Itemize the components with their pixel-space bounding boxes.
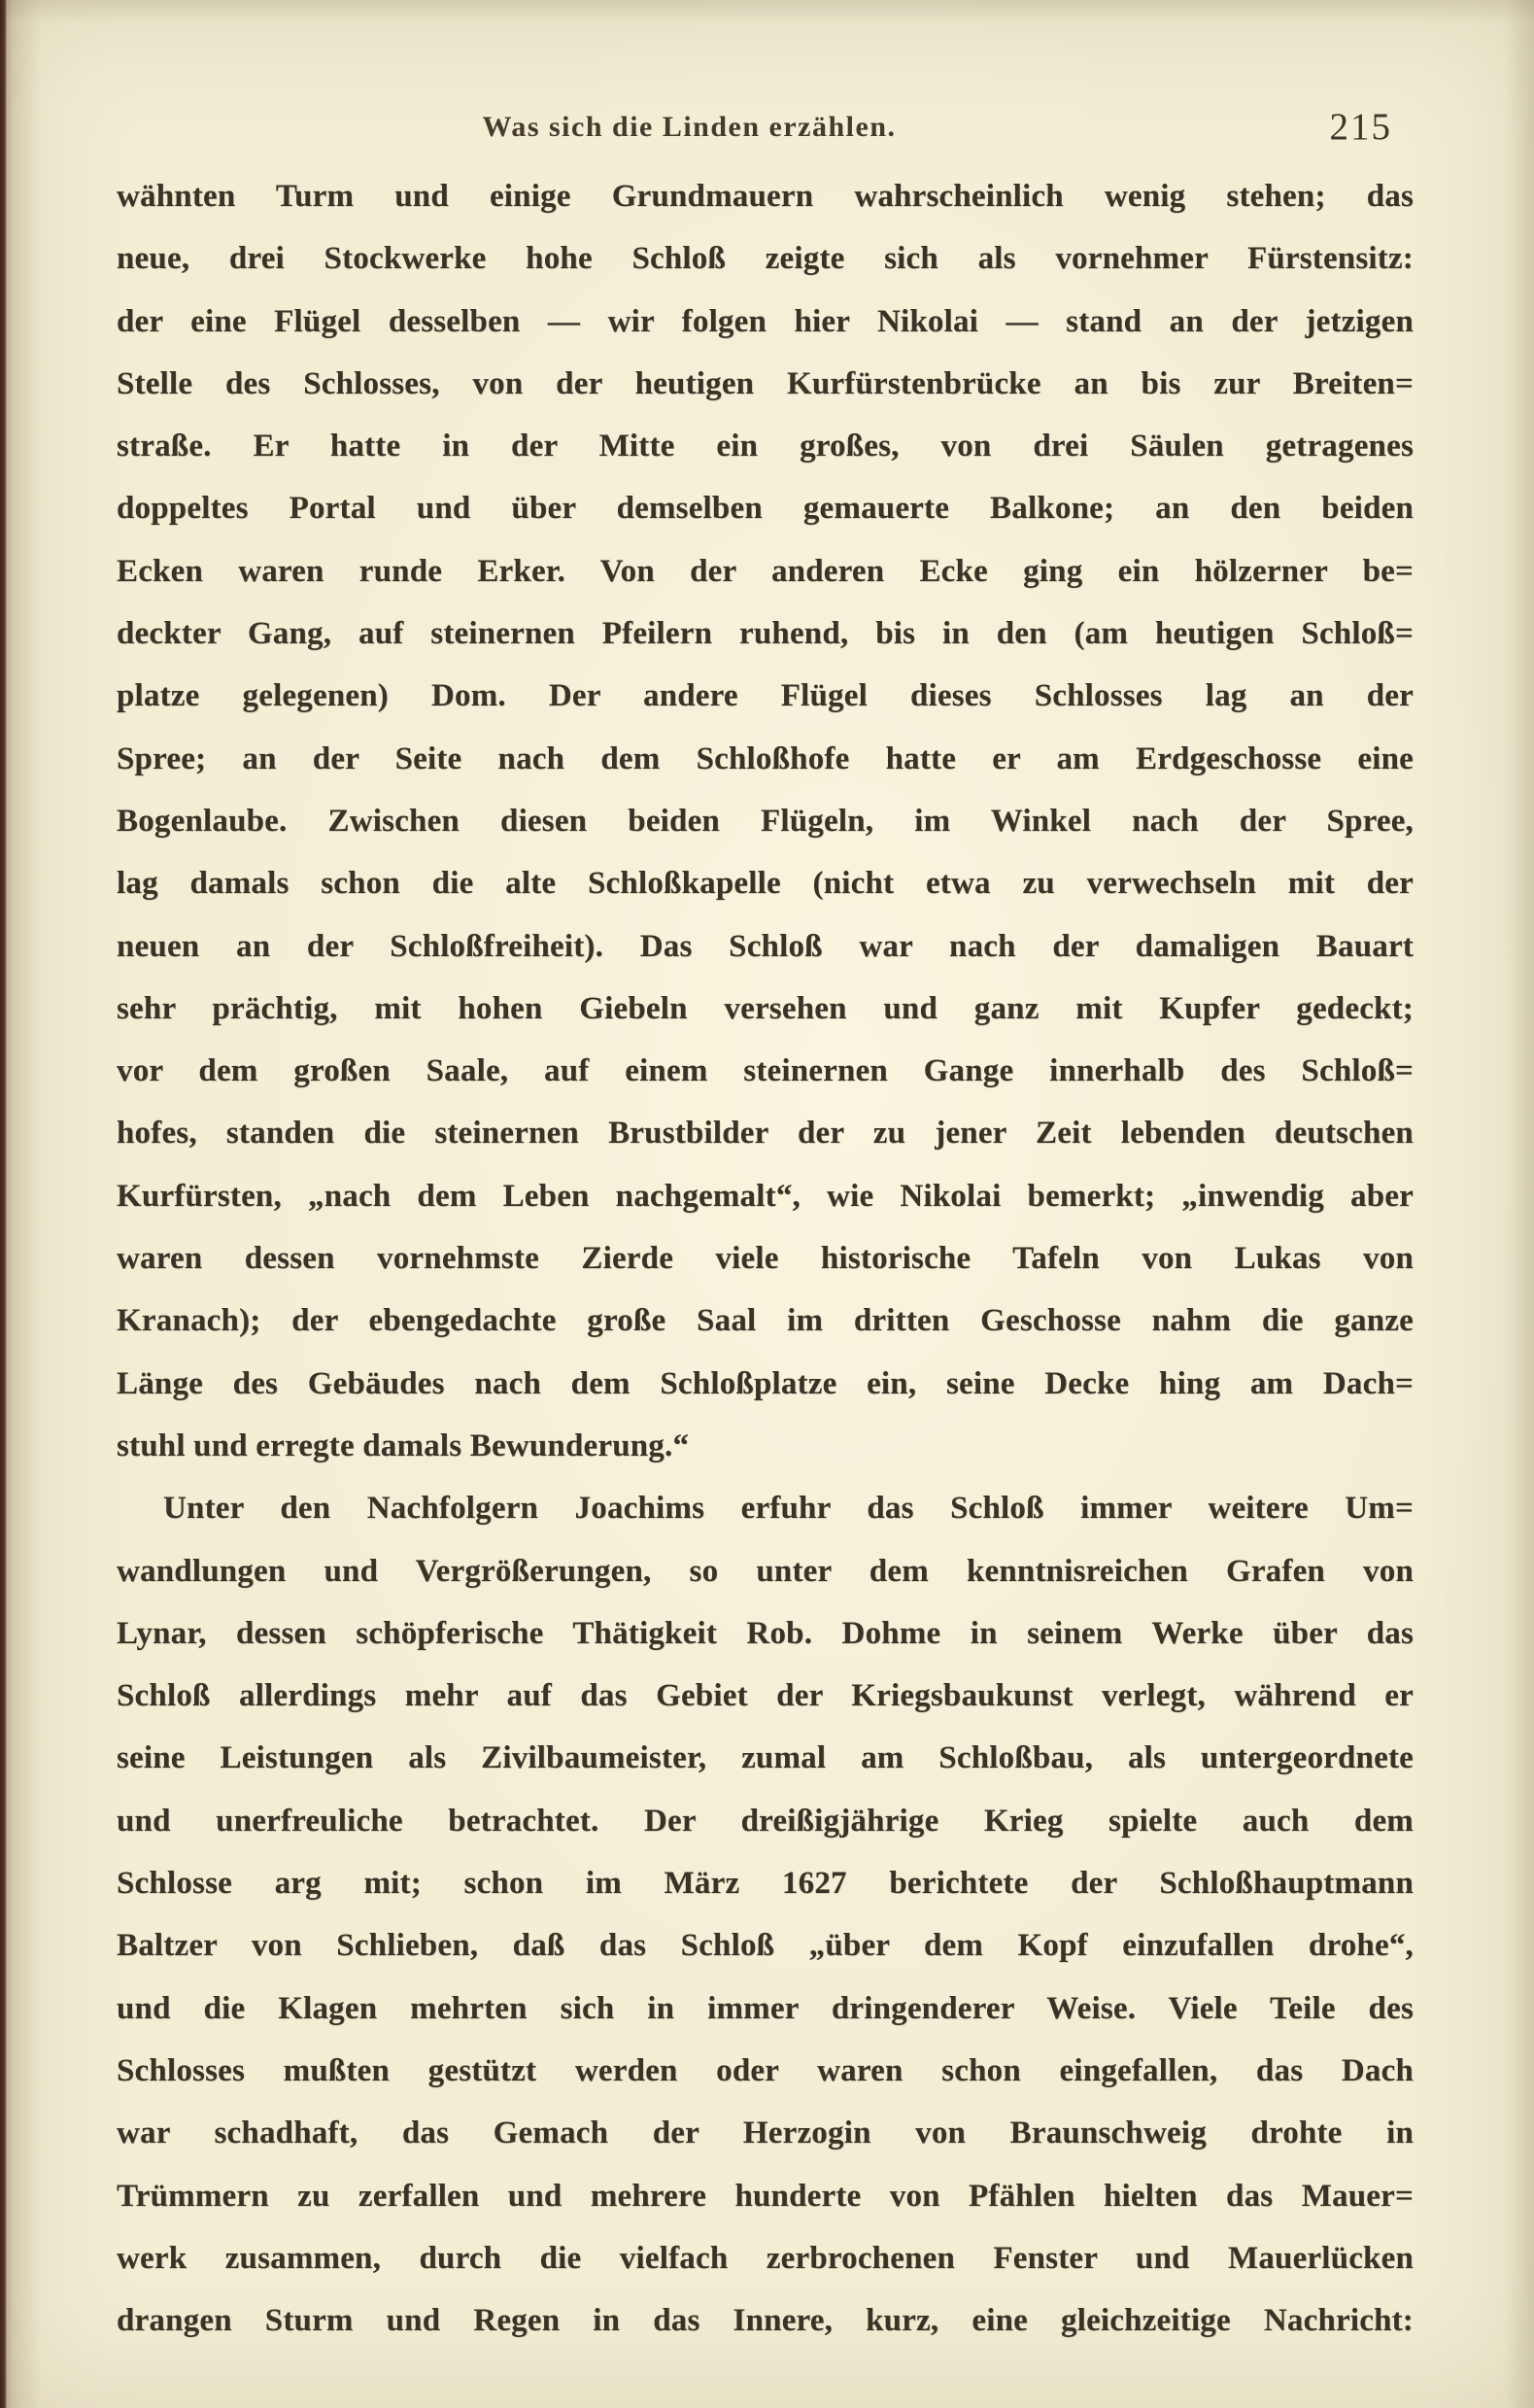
text-line: Stelle des Schlosses, von der heutigen Kurfürstenbrücke an bis zur Breiten= xyxy=(117,365,1414,401)
text-line: und die Klagen mehrten sich in immer dringenderer Weise. Viele Teile des xyxy=(117,1990,1414,2026)
text-line: drangen Sturm und Regen in das Innere, kurz, eine gleichzeitige Nachricht: xyxy=(117,2303,1414,2339)
text-line: Trümmern zu zerfallen und mehrere hunderte von Pfählen hielten das Mauer= xyxy=(117,2178,1414,2214)
text-block xyxy=(117,165,1414,2352)
text-line: deckter Gang, auf steinernen Pfeilern ruhend, bis in den (am heutigen Schloß= xyxy=(117,616,1414,652)
text-line: Kurfürsten, „nach dem Leben nachgemalt“, wie Nikolai bemerkt; „inwendig aber xyxy=(117,1178,1414,1214)
text-line: Ecken waren runde Erker. Von der anderen Ecke ging ein hölzerner be= xyxy=(117,553,1414,589)
text-line: Kranach); der ebengedachte große Saal im dritten Geschosse nahm die ganze xyxy=(117,1303,1414,1339)
text-line: Unter den Nachfolgern Joachims erfuhr das Schloß immer weitere Um= xyxy=(163,1491,1414,1527)
text-line: straße. Er hatte in der Mitte ein großes, von drei Säulen getragenes xyxy=(117,429,1414,464)
text-line: lag damals schon die alte Schloßkapelle (nicht etwa zu verwechseln mit der xyxy=(117,866,1414,902)
text-line: und unerfreuliche betrachtet. Der dreißigjährige Krieg spielte auch dem xyxy=(117,1803,1414,1839)
text-line: neue, drei Stockwerke hohe Schloß zeigte sich als vornehmer Fürstensitz: xyxy=(117,241,1414,277)
text-line: Spree; an der Seite nach dem Schloßhofe hatte er am Erdgeschosse eine xyxy=(117,740,1414,776)
text-line: stuhl und erregte damals Bewunderung.“ xyxy=(117,1428,690,1463)
text-line: der eine Flügel desselben — wir folgen hier Nikolai — stand an der jetzigen xyxy=(117,303,1414,339)
text-line: Schlosses mußten gestützt werden oder waren schon eingefallen, das Dach xyxy=(117,2052,1414,2088)
text-line: Lynar, dessen schöpferische Thätigkeit Rob. Dohme in seinem Werke über das xyxy=(117,1615,1414,1651)
header-title: Was sich die Linden erzählen. xyxy=(482,111,897,143)
page-number: 215 xyxy=(1329,106,1392,148)
text-line: wandlungen und Vergrößerungen, so unter dem kenntnisreichen Grafen von xyxy=(117,1553,1414,1589)
text-line: hofes, standen die steinernen Brustbilder der zu jener Zeit lebenden deutschen xyxy=(117,1116,1414,1152)
text-line: platze gelegenen) Dom. Der andere Flügel dieses Schlosses lag an der xyxy=(117,678,1414,714)
text-line: war schadhaft, das Gemach der Herzogin von Braunschweig drohte in xyxy=(117,2116,1414,2151)
text-line: werk zusammen, durch die vielfach zerbrochenen Fenster und Mauerlücken xyxy=(117,2240,1414,2276)
text-line: doppeltes Portal und über demselben gemauerte Balkone; an den beiden xyxy=(117,491,1414,527)
text-line: wähnten Turm und einige Grundmauern wahrscheinlich wenig stehen; das xyxy=(117,179,1414,214)
text-line: neuen an der Schloßfreiheit). Das Schloß war nach der damaligen Bauart xyxy=(117,928,1414,964)
binding-edge xyxy=(0,0,7,2408)
text-line: Bogenlaube. Zwischen diesen beiden Flügeln, im Winkel nach der Spree, xyxy=(117,803,1414,839)
text-line: Baltzer von Schlieben, daß das Schloß „über dem Kopf einzufallen drohe“, xyxy=(117,1928,1414,1964)
text-line: sehr prächtig, mit hohen Giebeln versehen und ganz mit Kupfer gedeckt; xyxy=(117,990,1414,1026)
text-line: Schlosse arg mit; schon im März 1627 berichtete der Schloßhauptmann xyxy=(117,1866,1414,1902)
running-header xyxy=(117,105,1414,155)
text-line: waren dessen vornehmste Zierde viele historische Tafeln von Lukas von xyxy=(117,1241,1414,1277)
text-line: vor dem großen Saale, auf einem steinernen Gange innerhalb des Schloß= xyxy=(117,1053,1414,1089)
text-line: Länge des Gebäudes nach dem Schloßplatze ein, seine Decke hing am Dach= xyxy=(117,1365,1414,1401)
text-line: Schloß allerdings mehr auf das Gebiet der Kriegsbaukunst verlegt, während er xyxy=(117,1678,1414,1714)
text-line: seine Leistungen als Zivilbaumeister, zumal am Schloßbau, als untergeordnete xyxy=(117,1740,1414,1776)
